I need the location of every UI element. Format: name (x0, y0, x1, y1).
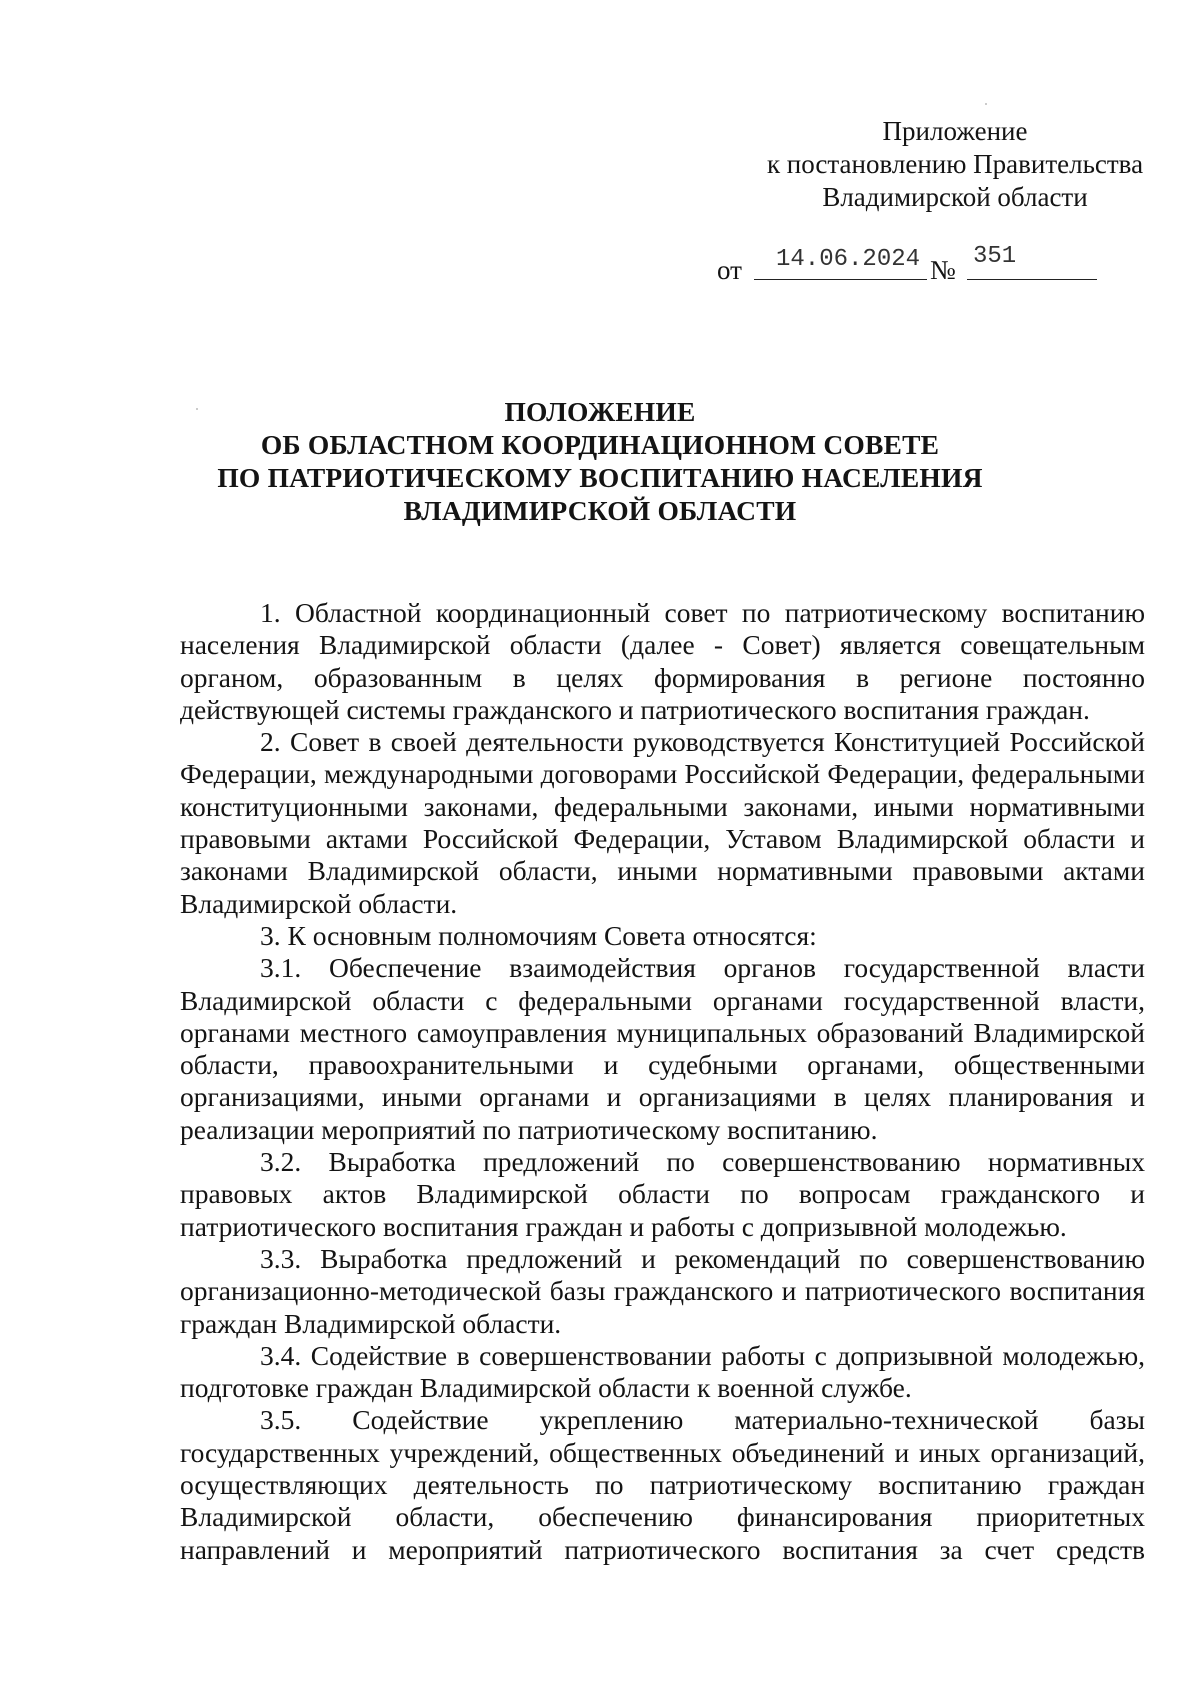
appendix-title: Приложение (882, 116, 1028, 146)
title-line: ОБ ОБЛАСТНОМ КООРДИНАЦИОННОМ СОВЕТЕ (260, 429, 940, 460)
number-field (967, 243, 1097, 280)
paragraph-1: 1. Областной координационный совет по патриотическому воспитанию населения Владимирской области (далее - Совет) является совещательным органом, образованным в целях формирования в регионе постоянно действующей системы гражданского и патриотического воспитания граждан. (180, 597, 1145, 725)
paragraph-3-2: 3.2. Выработка предложений по совершенствованию нормативных правовых актов Владимирской области по вопросам гражданского и патриотического воспитания граждан и работы с допризывной молодежью. (180, 1146, 1145, 1242)
appendix-reference: к постановлению Правительства (766, 149, 1144, 179)
document-title (150, 395, 1050, 527)
paragraph-3: 3. К основным полномочиям Совета относятся: (260, 919, 817, 951)
title-line: ПОЛОЖЕНИЕ (504, 396, 696, 427)
document-body (180, 597, 1145, 1566)
paragraph-3-3: 3.3. Выработка предложений и рекомендаций по совершенствованию организационно-методической базы гражданского и патриотического воспитания граждан Владимирской области. (180, 1242, 1145, 1339)
date-value: 14.06.2024 (776, 246, 921, 273)
appendix-header (600, 115, 1160, 214)
paragraph-3-4: 3.4. Содействие в совершенствовании работы с допризывной молодежью, подготовке граждан Владимирской области к военной службе. (180, 1339, 1145, 1404)
number-value: 351 (973, 243, 1017, 270)
date-field (754, 243, 927, 280)
title-line: ВЛАДИМИРСКОЙ ОБЛАСТИ (403, 495, 797, 526)
resolution-date-number (717, 243, 1117, 283)
scan-speck (985, 103, 987, 105)
paragraph-3-1: 3.1. Обеспечение взаимодействия органов государственной власти Владимирской области с федеральными органами государственной власти, органами местного самоуправления муниципальных образований Владимирской области, правоохранительными и судебными органами, общественными организациями, иными органами и организациями в целях планирования и реализации мероприятий по патриотическому воспитанию. (180, 952, 1145, 1145)
appendix-region: Владимирской области (822, 182, 1088, 212)
title-line: ПО ПАТРИОТИЧЕСКОМУ ВОСПИТАНИЮ НАСЕЛЕНИЯ (217, 462, 983, 493)
paragraph-3-5: 3.5. Содействие укреплению материально-технической базы государственных учреждений, общественных объединений и иных организаций, осуществляющих деятельность по патриотическому воспитанию граждан Владимирской области, обеспечению финансирования приоритетных направлений и мероприятий патриотического воспитания за счет средств (180, 1404, 1145, 1565)
date-prefix: от (717, 255, 742, 285)
paragraph-2: 2. Совет в своей деятельности руководствуется Конституцией Российской Федерации, международными договорами Российской Федерации, федеральными конституционными законами, федеральными законами, иными нормативными правовыми актами Российской Федерации, Уставом Владимирской области и законами Владимирской области, иными нормативными правовыми актами Владимирской области. (180, 726, 1145, 919)
number-sign: № (930, 255, 956, 285)
